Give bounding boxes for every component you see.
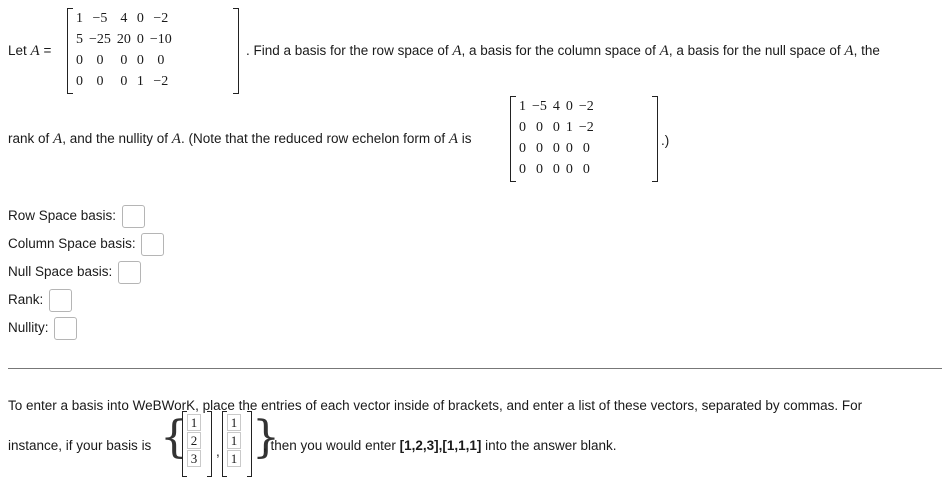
matrix-a-entry: 5 [76, 32, 83, 47]
problem-text-line1: . Find a basis for the row space of A, a basis for the column space of A, a basis for the null space of A, the [246, 43, 880, 59]
matrix-a-entry: −2 [153, 74, 169, 89]
rref-entry: 0 [519, 162, 526, 177]
rref-entry: 0 [519, 120, 526, 135]
matrix-a-entry: 1 [136, 74, 144, 89]
rank-label: Rank: [8, 292, 44, 308]
matrix-a-entry: 0 [136, 53, 144, 68]
vector-entry: 3 [187, 450, 201, 467]
instructions-line1: To enter a basis into WeBWorK, place the entries of each vector inside of brackets, and enter a list of these vectors, separated by commas. For [8, 398, 863, 413]
nullity-row [8, 317, 77, 340]
null-space-input[interactable] [118, 261, 141, 284]
row-space-row [8, 205, 145, 228]
rref-entry: −5 [532, 99, 547, 114]
vector-entry: 1 [227, 432, 241, 449]
divider [8, 368, 942, 369]
example-answer: [1,2,3],[1,1,1] [399, 438, 482, 453]
row-space-label: Row Space basis: [8, 208, 117, 224]
rref-entry: 0 [552, 162, 560, 177]
instructions-prefix: instance, if your basis is [8, 438, 152, 453]
matrix-a-row [73, 71, 175, 92]
matrix-a-entry: −5 [92, 11, 108, 26]
matrix-a-entry: −10 [149, 32, 172, 47]
rref-entry: 0 [535, 162, 543, 177]
matrix-a-entry: 1 [76, 11, 83, 26]
matrix-a [67, 8, 239, 94]
row-space-input[interactable] [122, 205, 145, 228]
nullity-label: Nullity: [8, 320, 49, 336]
matrix-a-entry: 0 [120, 53, 128, 68]
matrix-a-entry: 0 [96, 74, 104, 89]
rref-row [516, 96, 597, 117]
note-close: .) [661, 133, 670, 148]
instructions-suffix: , then you would enter [1,2,3],[1,1,1] into the answer blank. [263, 438, 617, 453]
problem-text-line2: rank of A, and the nullity of A. (Note that the reduced row echelon form of A is [8, 131, 472, 147]
matrix-a-entry: 4 [120, 11, 128, 26]
null-space-label: Null Space basis: [8, 264, 113, 280]
left-brace: { [160, 412, 188, 463]
matrix-a-entry: −2 [153, 11, 169, 26]
rref-entry: 1 [519, 99, 526, 114]
rank-input[interactable] [49, 289, 72, 312]
rref-entry: 0 [565, 141, 573, 156]
matrix-a-row [73, 29, 175, 50]
null-space-row [8, 261, 141, 284]
rref-entry: −2 [578, 120, 594, 135]
right-brace: } [252, 412, 280, 463]
matrix-a-entry: 0 [96, 53, 104, 68]
rref-entry: 0 [552, 120, 560, 135]
matrix-a-entry: −25 [89, 32, 111, 47]
vector-entry: 1 [227, 450, 241, 467]
rref-entry: 0 [519, 141, 526, 156]
matrix-a-row [73, 50, 175, 71]
vector-comma: , [216, 444, 220, 459]
rref-entry: 0 [535, 120, 543, 135]
column-space-input[interactable] [141, 233, 164, 256]
matrix-a-entry: 0 [136, 32, 144, 47]
rref-entry: 0 [552, 141, 560, 156]
rref-row [516, 159, 597, 180]
matrix-a-entry: 0 [120, 74, 128, 89]
rank-row [8, 289, 72, 312]
vector-entry: 2 [187, 432, 201, 449]
rref-entry: 0 [582, 141, 590, 156]
matrix-a-entry: 0 [136, 11, 144, 26]
column-space-row [8, 233, 164, 256]
rref-entry: −2 [578, 99, 594, 114]
let-a-label: Let A = [8, 43, 52, 59]
rref-entry: 0 [565, 162, 573, 177]
rref-matrix [510, 96, 658, 182]
rref-entry: 0 [565, 99, 573, 114]
rref-entry: 0 [535, 141, 543, 156]
matrix-a-entry: 0 [76, 53, 83, 68]
rref-entry: 0 [582, 162, 590, 177]
matrix-a-entry: 0 [76, 74, 83, 89]
vector-entry: 1 [227, 414, 241, 431]
matrix-a-row [73, 8, 175, 29]
example-vector-1 [182, 411, 212, 477]
rref-row [516, 138, 597, 159]
rref-entry: 4 [552, 99, 560, 114]
nullity-input[interactable] [54, 317, 77, 340]
rref-entry: 1 [565, 120, 573, 135]
rref-row [516, 117, 597, 138]
matrix-a-entry: 0 [157, 53, 165, 68]
matrix-a-entry: 20 [116, 32, 131, 47]
example-vector-2 [222, 411, 252, 477]
vector-entry: 1 [187, 414, 201, 431]
column-space-label: Column Space basis: [8, 236, 136, 252]
